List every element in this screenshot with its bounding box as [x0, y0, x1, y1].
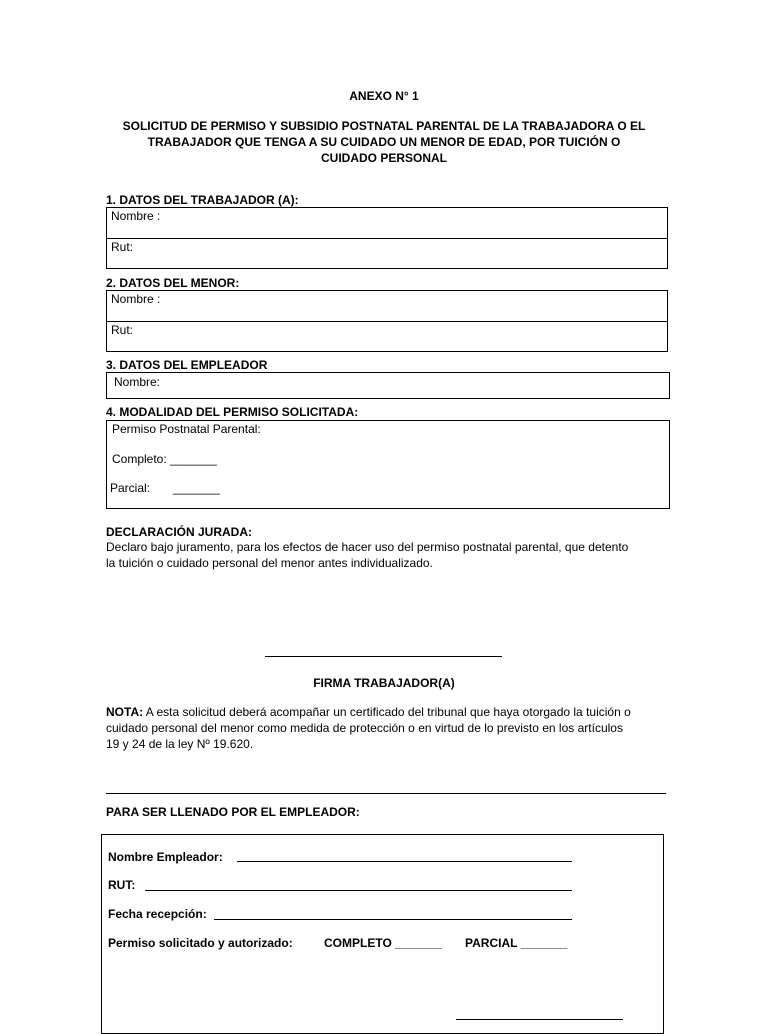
firma-empleador-line[interactable]	[456, 1019, 623, 1020]
parcial-empleador-label: PARCIAL	[465, 936, 518, 950]
document-subtitle	[100, 118, 668, 166]
firma-line[interactable]	[265, 656, 502, 657]
empleador-nombre-label: Nombre:	[114, 375, 161, 389]
parcial-blank[interactable]: _______	[520, 936, 568, 950]
menor-rut-field[interactable]	[107, 321, 667, 351]
empleador-section-heading: PARA SER LLENADO POR EL EMPLEADOR:	[106, 805, 360, 819]
section-2-heading: 2. DATOS DEL MENOR:	[106, 276, 240, 290]
menor-box	[106, 290, 668, 352]
subtitle-line-3: CUIDADO PERSONAL	[320, 151, 447, 165]
section-4-heading: 4. MODALIDAD DEL PERMISO SOLICITADA:	[106, 405, 359, 419]
parcial-label: Parcial:	[110, 481, 151, 495]
nota-line-1: A esta solicitud deberá acompañar un certificado del tribunal que haya otorgado la tuición o	[143, 705, 631, 719]
document-title: ANEXO N° 1	[349, 89, 419, 103]
declaracion-line-2: la tuición o cuidado personal del menor antes individualizado.	[106, 556, 433, 570]
empleador-nombre-field[interactable]	[106, 372, 670, 399]
nombre-empleador-field[interactable]	[237, 861, 572, 862]
fecha-recepcion-label: Fecha recepción:	[108, 907, 207, 921]
trabajador-box	[106, 207, 668, 269]
empleador-box	[101, 834, 664, 1034]
declaracion-text	[106, 539, 676, 571]
firma-label: FIRMA TRABAJADOR(A)	[313, 676, 455, 690]
trabajador-nombre-field[interactable]	[107, 208, 667, 238]
section-3-heading: 3. DATOS DEL EMPLEADOR	[106, 358, 268, 372]
subtitle-line-2: TRABAJADOR QUE TENGA A SU CUIDADO UN MENOR DE EDAD, POR TUICIÓN O	[147, 135, 621, 149]
menor-nombre-label: Nombre :	[111, 292, 161, 306]
nota-bold: NOTA:	[106, 705, 144, 719]
permiso-autorizado-label: Permiso solicitado y autorizado:	[108, 936, 293, 950]
declaracion-line-1: Declaro bajo juramento, para los efectos de hacer uso del permiso postnatal parental, que detento	[106, 540, 629, 554]
rut-empleador-field[interactable]	[145, 890, 572, 891]
trabajador-rut-field[interactable]	[107, 238, 667, 268]
nota-text	[106, 704, 676, 752]
subtitle-line-1: SOLICITUD DE PERMISO Y SUBSIDIO POSTNATAL PARENTAL DE LA TRABAJADORA O EL	[122, 119, 646, 133]
rut-empleador-label: RUT:	[108, 878, 136, 892]
menor-rut-label: Rut:	[111, 323, 134, 337]
trabajador-nombre-label: Nombre :	[111, 209, 161, 223]
nota-line-2: cuidado personal del menor como medida de protección o en virtud de lo previsto en los artículos	[106, 721, 623, 735]
completo-label: COMPLETO	[324, 936, 392, 950]
parcial-field[interactable]: _______	[173, 481, 220, 495]
nombre-empleador-label: Nombre Empleador:	[108, 850, 223, 864]
section-1-heading: 1. DATOS DEL TRABAJADOR (A):	[106, 193, 299, 207]
completo-blank[interactable]: _______	[395, 936, 442, 950]
declaracion-heading: DECLARACIÓN JURADA:	[106, 525, 252, 539]
trabajador-rut-label: Rut:	[111, 240, 134, 254]
separator-line	[106, 793, 666, 794]
modalidad-box	[106, 420, 670, 509]
nota-line-3: 19 y 24 de la ley Nº 19.620.	[106, 737, 254, 751]
fecha-recepcion-field[interactable]	[214, 919, 572, 920]
completo-field[interactable]: Completo: _______	[112, 452, 217, 466]
menor-nombre-field[interactable]	[107, 291, 667, 321]
permiso-postnatal-label: Permiso Postnatal Parental:	[112, 422, 261, 436]
